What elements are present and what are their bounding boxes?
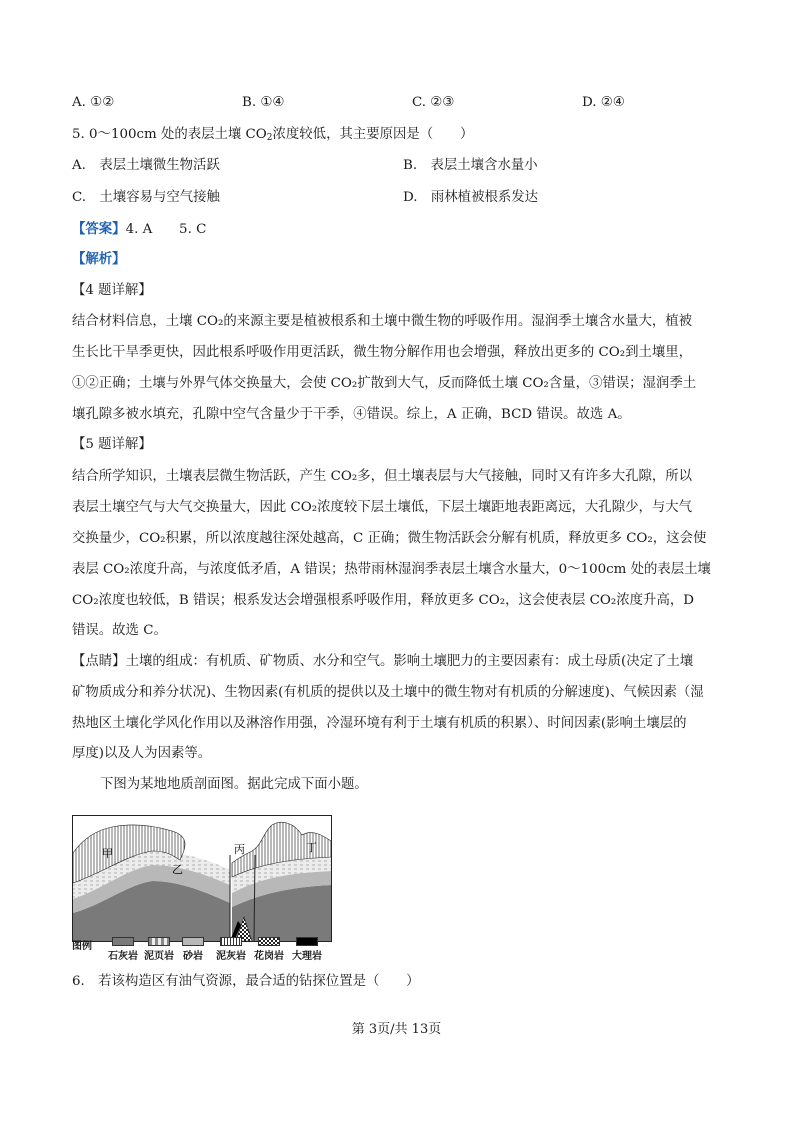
q4-option-a: A. ①② bbox=[72, 95, 115, 110]
answer-line bbox=[72, 220, 206, 239]
marl-swatch bbox=[220, 937, 242, 946]
dianjing-line: 厚度)以及人为因素等。 bbox=[72, 746, 212, 761]
detail4-tag: 【4 题详解】 bbox=[72, 283, 152, 298]
legend-item-limestone bbox=[108, 937, 138, 962]
legend-item-marble bbox=[292, 937, 322, 962]
legend-title-text: 图例 bbox=[72, 941, 92, 952]
detail5-line: CO₂浓度也较低，B 错误；根系发达会增强根系呼吸作用，释放更多 CO₂，这会使表层 CO₂浓度升高，D bbox=[72, 593, 694, 608]
legend-item-sandstone bbox=[182, 937, 204, 962]
limestone-swatch bbox=[112, 937, 134, 946]
figure-legend bbox=[72, 937, 332, 967]
q5-option-a: A. 表层土壤微生物活跃 bbox=[72, 158, 220, 173]
dianjing-text: 土壤的组成：有机质、矿物质、水分和空气。影响土壤肥力的主要因素有：成土母质(决定了土壤 bbox=[125, 654, 694, 669]
q5-stem-post: 浓度较低，其主要原因是（ ） bbox=[272, 127, 474, 142]
legend-item-granite bbox=[254, 937, 284, 962]
detail4-line: ①②正确；土壤与外界气体交换量大，会使 CO₂扩散到大气，反而降低土壤 CO₂含量，③错误；湿润季土 bbox=[72, 376, 697, 391]
legend-label: 泥页岩 bbox=[144, 951, 174, 962]
q5-stem-pre: 5. 0～100cm 处的表层土壤 CO bbox=[72, 127, 267, 142]
label-yi: 乙 bbox=[172, 863, 183, 876]
dianjing-line: 热地区土壤化学风化作用以及淋溶作用强，冷湿环境有利于土壤有机质的积累）、时间因素(影响土壤层的 bbox=[72, 716, 687, 731]
detail4-line: 壤孔隙多被水填充，孔隙中空气含量少于干季，④错误。综上，A 正确，BCD 错误。故选 A。 bbox=[72, 407, 631, 422]
legend-item-mudshale bbox=[144, 937, 174, 962]
granite-swatch bbox=[258, 937, 280, 946]
legend-item-marl bbox=[216, 937, 246, 962]
q4-option-c: C. ②③ bbox=[412, 95, 455, 110]
label-ding: 丁 bbox=[306, 841, 317, 854]
label-jia: 甲 bbox=[102, 847, 113, 860]
q4-option-b: B. ①④ bbox=[242, 95, 285, 110]
legend-label: 泥灰岩 bbox=[216, 951, 246, 962]
detail5-line: 交换量少，CO₂积累，所以浓度越往深处越高，C 正确；微生物活跃会分解有机质，释放更多 CO₂，这会使 bbox=[72, 531, 707, 546]
detail5-line: 表层 CO₂浓度升高，与浓度低矛盾，A 错误；热带雨林湿润季表层土壤含水量大，0～100cm 处的表层土壤 bbox=[72, 562, 711, 577]
q5-option-c: C. 土壤容易与空气接触 bbox=[72, 190, 220, 205]
legend-label: 花岗岩 bbox=[254, 951, 284, 962]
q5-stem: 5. 0～100cm 处的表层土壤 $CO_2$浓度较低，其主要原因是（ ） bbox=[72, 127, 474, 143]
answer-text: 4. A 5. C bbox=[125, 222, 207, 237]
q4-option-d: D. ②④ bbox=[582, 95, 625, 110]
legend-label: 大理岩 bbox=[292, 951, 322, 962]
detail5-line: 错误。故选 C。 bbox=[72, 623, 167, 638]
detail5-line: 结合所学知识，土壤表层微生物活跃，产生 CO₂多，但土壤表层与大气接触，同时又有许多大孔隙，所以 bbox=[72, 469, 693, 484]
page-footer: 第 3页/共 13页 bbox=[351, 1022, 442, 1037]
detail4-line: 结合材料信息，土壤 CO₂的来源主要是植被根系和土壤中微生物的呼吸作用。湿润季土壤含水量大，植被 bbox=[72, 314, 693, 329]
sandstone-swatch bbox=[182, 937, 204, 946]
detail4-line: 生长比干旱季更快，因此根系呼吸作用更活跃，微生物分解作用也会增强，释放出更多的 CO₂到土壤里， bbox=[72, 345, 693, 360]
q5-option-d: D. 雨林植被根系发达 bbox=[403, 190, 539, 205]
detail5-tag: 【5 题详解】 bbox=[72, 437, 152, 452]
dianjing-line: 矿物质成分和养分状况)、生物因素(有机质的提供以及土壤中的微生物对有机质的分解速度)、气候因素（湿 bbox=[72, 685, 704, 700]
dianjing-tag: 【点睛】 bbox=[72, 654, 126, 669]
analysis-tag: 【解析】 bbox=[72, 251, 126, 267]
answer-tag: 【答案】 bbox=[72, 221, 126, 237]
label-bing: 丙 bbox=[234, 843, 245, 856]
marble-swatch bbox=[296, 937, 318, 946]
dianjing-line bbox=[72, 653, 693, 671]
detail5-line: 表层土壤空气与大气交换量大，因此 CO₂浓度较下层土壤低，下层土壤距地表距离远，大孔隙少，与大气 bbox=[72, 500, 693, 515]
legend-label: 石灰岩 bbox=[108, 951, 138, 962]
q6-stem: 6. 若该构造区有油气资源，最合适的钻探位置是（ ） bbox=[72, 974, 420, 989]
q5-option-b: B. 表层土壤含水量小 bbox=[403, 158, 538, 173]
intro-text: 下图为某地地质剖面图。据此完成下面小题。 bbox=[100, 777, 368, 792]
mudshale-swatch bbox=[148, 937, 170, 946]
legend-title bbox=[72, 937, 92, 952]
legend-label: 砂岩 bbox=[183, 951, 203, 962]
